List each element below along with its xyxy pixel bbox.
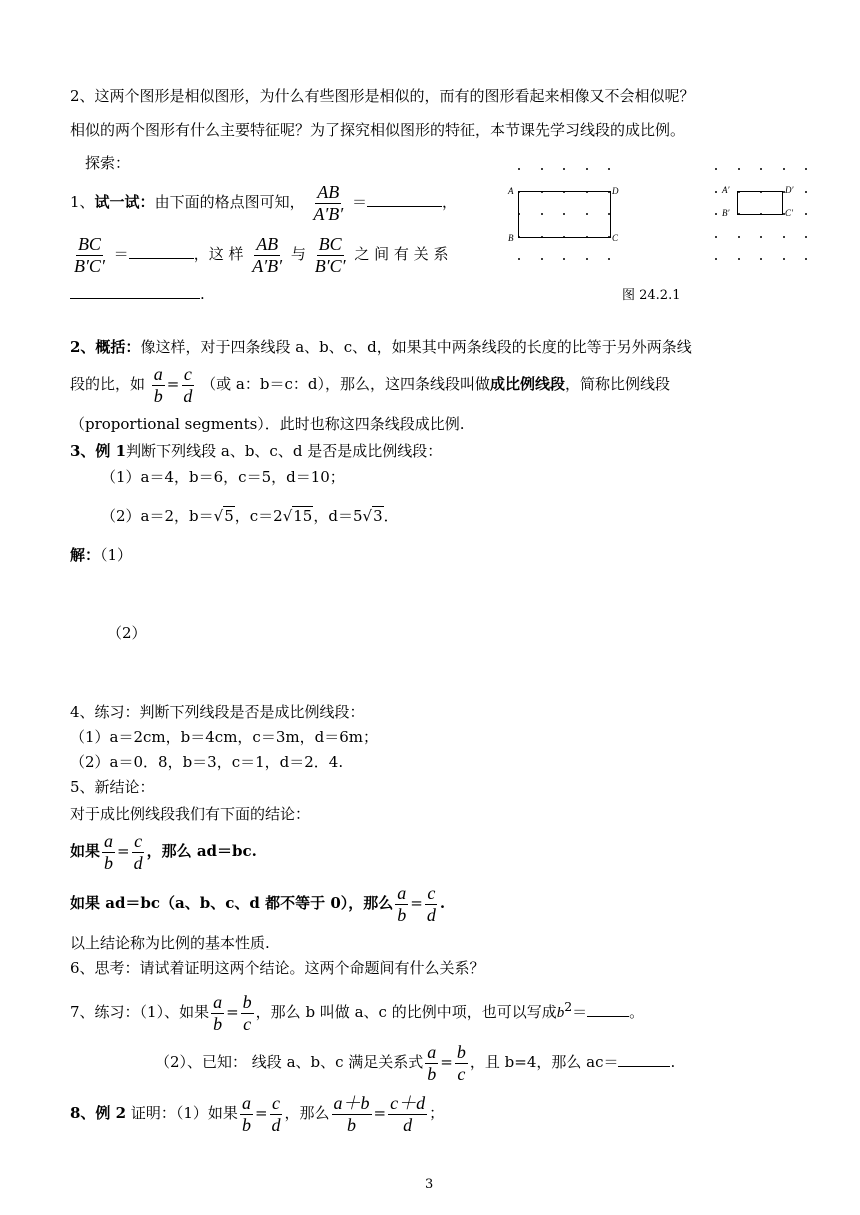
label-a: A xyxy=(508,186,514,196)
grid-dot xyxy=(715,213,717,215)
grid-dot xyxy=(715,236,717,238)
grid-dot xyxy=(805,213,807,215)
grid-dot xyxy=(518,168,520,170)
answer-blank-b2[interactable] xyxy=(587,1002,629,1017)
grid-dot xyxy=(586,168,588,170)
label-a-prime: A′ xyxy=(722,185,730,195)
example1-item-2: （2）a＝2，b＝√5，c＝2√15，d＝5√3． xyxy=(101,507,399,525)
conclusion-title: 5、新结论： xyxy=(70,778,155,796)
grid-dot xyxy=(805,191,807,193)
grid-dot xyxy=(715,191,717,193)
grid-dot xyxy=(760,168,762,170)
conclusion-rule-2: 如果 ad＝bc（a、b、c、d 都不等于 0），那么 $\frac{a}{b}$ = $\frac{c}{d}$ . xyxy=(70,882,446,925)
conclusion-intro: 对于成比例线段我们有下面的结论： xyxy=(70,805,311,823)
label-d: D xyxy=(612,186,619,196)
answer-blank-1[interactable] xyxy=(367,192,442,207)
grid-dot xyxy=(563,258,565,260)
label-b: B xyxy=(508,233,514,243)
relation-blank-line: . xyxy=(70,284,205,304)
rectangle-abcd xyxy=(518,191,611,238)
term-proportional-segments: 成比例线段 xyxy=(489,375,565,393)
grid-dot xyxy=(738,236,740,238)
answer-blank-2[interactable] xyxy=(129,244,194,259)
grid-dot xyxy=(783,236,785,238)
practice2-line-1: 7、练习：（1）、如果 $\frac{a}{b}$ = $\frac{b}{c}$ ，那么 b 叫做 a、c 的比例中项，也可以写成$b^2=$ 。 xyxy=(70,991,645,1034)
grid-dot xyxy=(738,258,740,260)
figure-caption: 图 24.2.1 xyxy=(622,288,681,303)
page-number: 3 xyxy=(425,1177,434,1192)
summary-line-1: 2、概括：像这样，对于四条线段 a、b、c、d，如果其中两条线段的长度的比等于另外两条线 xyxy=(70,338,692,356)
answer-blank-ac[interactable] xyxy=(618,1052,670,1067)
grid-dot xyxy=(760,236,762,238)
grid-dot xyxy=(586,258,588,260)
grid-dot xyxy=(518,258,520,260)
conclusion-note: 以上结论称为比例的基本性质. xyxy=(70,934,270,952)
grid-dot xyxy=(715,168,717,170)
grid-dot xyxy=(563,168,565,170)
answer-blank-3[interactable] xyxy=(70,284,200,299)
grid-dot xyxy=(715,258,717,260)
grid-dot xyxy=(783,168,785,170)
grid-dot xyxy=(805,258,807,260)
conclusion-rule-1: 如果 $\frac{a}{b}$ = $\frac{c}{d}$ ，那么 ad＝bc. xyxy=(70,830,257,873)
practice-title: 4、练习：判断下列线段是否是成比例线段： xyxy=(70,703,365,721)
grid-dot xyxy=(608,168,610,170)
label-c: C xyxy=(612,233,619,243)
solution-part-2: （2） xyxy=(107,624,147,642)
rectangle-abcd-prime xyxy=(737,191,783,215)
example1-title: 3、例 1判断下列线段 a、b、c、d 是否是成比例线段： xyxy=(70,442,443,460)
fraction-bc-2: $\frac{BC}{B'C'}$ xyxy=(314,233,346,276)
fraction-ab: $\frac{AB}{A'B'}$ xyxy=(313,181,344,224)
grid-dot xyxy=(608,258,610,260)
grid-dot xyxy=(805,168,807,170)
try-line: 1、试一试：由下面的格点图可知， $\frac{AB}{A'B'}$ ＝ ， xyxy=(70,181,458,224)
fraction-bc: $\frac{BC}{B'C'}$ xyxy=(74,233,105,276)
summary-line-3: （proportional segments）．此时也称这四条线段成比例. xyxy=(70,415,465,433)
label-d-prime: D′ xyxy=(785,185,794,195)
practice2-line-2: （2）、已知： 线段 a、b、c 满足关系式 $\frac{a}{b}$ = $\frac{b}{c}$ ，且 b=4，那么 ac＝ . xyxy=(155,1041,676,1084)
grid-dot xyxy=(783,258,785,260)
grid-dot xyxy=(541,168,543,170)
practice-item-1: （1）a＝2cm，b＝4cm，c＝3m，d＝6m； xyxy=(70,728,378,746)
think-line: 6、思考：请试着证明这两个结论。这两个命题间有什么关系？ xyxy=(70,959,485,977)
grid-dot xyxy=(805,236,807,238)
fraction-ab-2: $\frac{AB}{A'B'}$ xyxy=(252,233,283,276)
explore-heading: 探索： xyxy=(85,154,131,172)
fraction-a-b-c-d: $\frac{a}{b}$ xyxy=(153,363,163,406)
try-line-2: $\frac{BC}{B'C'}$ ＝ ，这 样 $\frac{AB}{A'B'}$ 与 $\frac{BC}{B'C'}$ 之 间 有 关 系 xyxy=(74,233,449,276)
label-c-prime: C′ xyxy=(785,208,793,218)
example1-item-1: （1）a＝4，b＝6，c＝5，d＝10； xyxy=(101,468,345,486)
practice-item-2: （2）a＝0．8，b＝3，c＝1，d＝2．4. xyxy=(70,753,344,771)
label-b-prime: B′ xyxy=(722,208,730,218)
example2-line: 8、例 2 证明：（1）如果 $\frac{a}{b}$ = $\frac{c}{d}$ ，那么 $\frac{a+b}{b}$ = $\frac{c+d}{d}$ ； xyxy=(70,1092,445,1135)
grid-dot xyxy=(541,258,543,260)
intro-line-2: 相似的两个图形有什么主要特征呢？为了探究相似图形的特征，本节课先学习线段的成比例。 xyxy=(70,121,686,139)
grid-dot xyxy=(760,258,762,260)
solution-part-1: 解：（1） xyxy=(70,546,133,564)
intro-line-1: 2、这两个图形是相似图形，为什么有些图形是相似的，而有的图形看起来相像又不会相似呢？ xyxy=(70,87,695,105)
summary-line-2: 段的比，如 $\frac{a}{b}$ = $\frac{c}{d}$ （或 a：b＝c：d），那么，这四条线段叫做成比例线段，简称比例线段 xyxy=(70,363,671,406)
grid-dot xyxy=(738,168,740,170)
